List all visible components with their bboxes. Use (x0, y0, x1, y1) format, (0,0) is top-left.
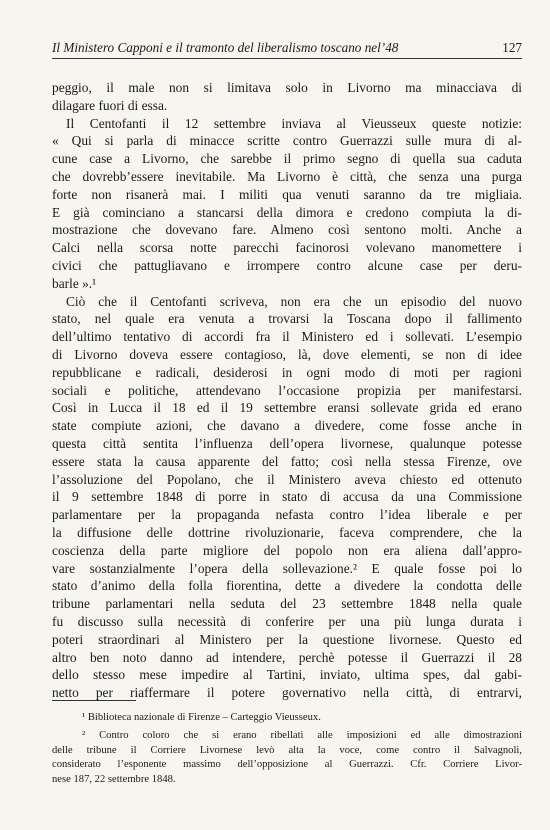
text-line: stato, nel quale era venuta a trovarsi la Toscana dopo il fallimento (52, 311, 522, 327)
footnote-line: ¹ Biblioteca nazionale di Firenze – Carteggio Vieusseux. (82, 712, 321, 723)
running-title: Il Ministero Capponi e il tramonto del liberalismo toscano nel’48 (52, 40, 399, 55)
text-line: poteri straordinari al Ministero per la questione livornese. Questo ed (52, 631, 522, 647)
text-line: coscienza della parte migliore del popolo non era aliena dall’appro- (52, 542, 522, 558)
text-line: la diffusione delle dottrine rivoluzionarie, faceva comprendere, che la (52, 524, 522, 540)
text-line: stato d’animo della folla fiorentina, dette a divedere la condotta delle (52, 578, 522, 594)
text-line: mostrazione che dovevano fare. Almeno così sentono molti. Anche a (52, 222, 522, 238)
text-line: che dovrebb’essere inevitabile. Ma Livorno è città, che senza una purga (52, 168, 522, 184)
text-line: parlamentare per la propaganda nefasta contro l’idea liberale e per (52, 507, 522, 523)
text-line: Così in Lucca il 18 ed il 19 settembre eransi sollevate grida ed erano (52, 400, 522, 416)
text-line: tribune parlamentari nella seduta del 23 settembre 1848 nella quale (52, 596, 522, 612)
page-number: 127 (502, 40, 522, 55)
text-line: l’assoluzione del Popolano, che il Ministero aveva chiesto ed ottenuto (52, 471, 522, 487)
text-line: E già cominciano a stancarsi della dimora e credono compiuta la di- (52, 204, 522, 220)
text-line: civici che pattugliavano e irrompere contro alcune case per deru- (52, 257, 522, 273)
text-line: essere stata la causa apparente del fatto; così nella stessa Firenze, ove (52, 453, 522, 469)
footnote-line: considerato l’esponente massimo dell’opposizione al Guerrazzi. Cfr. Corriere Livor- (52, 759, 522, 771)
text-line: barle ».¹ (52, 275, 97, 291)
text-line: Calci nella scorsa notte parecchi facinorosi volevano manomettere i (52, 240, 522, 256)
text-line: altro ben noto danno ad intendere, perchè potesse il Guerrazzi il 28 (52, 649, 522, 665)
footnotes (52, 711, 522, 788)
text-line: questa città sentita l’influenza dell’opera livornese, qualunque potesse (52, 435, 522, 451)
footnote-line: delle tribune il Corriere Livornese levò alta la voce, come contro il Salvagnoli, (52, 744, 522, 756)
body-text (52, 79, 522, 702)
text-line: il 9 settembre 1848 di porre in stato di accusa da una Commissione (52, 489, 522, 505)
text-line: Ciò che il Centofanti scriveva, non era che un episodio del nuovo (66, 293, 522, 309)
text-line: forte non risanerà mai. I militi qua venuti saranno da tre migliaia. (52, 186, 522, 202)
text-line: dilagare fuori di essa. (52, 97, 168, 113)
text-line: vare sostanzialmente l’opera della sollevazione.² E quale fosse poi lo (52, 560, 522, 576)
text-line: Il Centofanti il 12 settembre inviava al Vieusseux queste notizie: (66, 115, 522, 131)
text-line: fu discusso sulla necessità di conferire per una più lunga durata i (52, 613, 522, 629)
header-rule (52, 58, 522, 59)
text-line: di Livorno doveva essere contagioso, là, dove elementi, se non di idee (52, 346, 522, 362)
footnote-rule (52, 700, 136, 701)
text-line: peggio, il male non si limitava solo in Livorno ma minacciava di (52, 80, 522, 95)
text-line: netto per riaffermare il potere governativo nella città, di entrarvi, (52, 685, 522, 701)
footnote-line: ² Contro coloro che si erano ribellati alle imposizioni ed alle dimostrazioni (82, 729, 522, 741)
text-line: sociali e politiche, attendevano l’occasione propizia per manifestarsi. (52, 382, 522, 398)
text-line: dello stesso mese impedire al Tartini, inviato, ultima spes, dal gabi- (52, 667, 522, 683)
text-line: repubblicane e radicali, desiderosi in ogni modo di moti per ragioni (52, 364, 522, 380)
running-header (52, 40, 522, 56)
text-line: state compiute azioni, che davano a divedere, come fosse anche in (52, 418, 522, 434)
text-line: cune case a Livorno, che sarebbe il primo segno di quella sua caduta (52, 151, 522, 167)
text-line: « Qui si parla di minacce scritte contro Guerrazzi sulle mura di al- (52, 133, 522, 149)
text-line: dell’ultimo tentativo di accordi fra il Ministero ed i sollevati. L’esempio (52, 329, 522, 345)
footnote-line: nese 187, 22 settembre 1848. (52, 774, 176, 786)
